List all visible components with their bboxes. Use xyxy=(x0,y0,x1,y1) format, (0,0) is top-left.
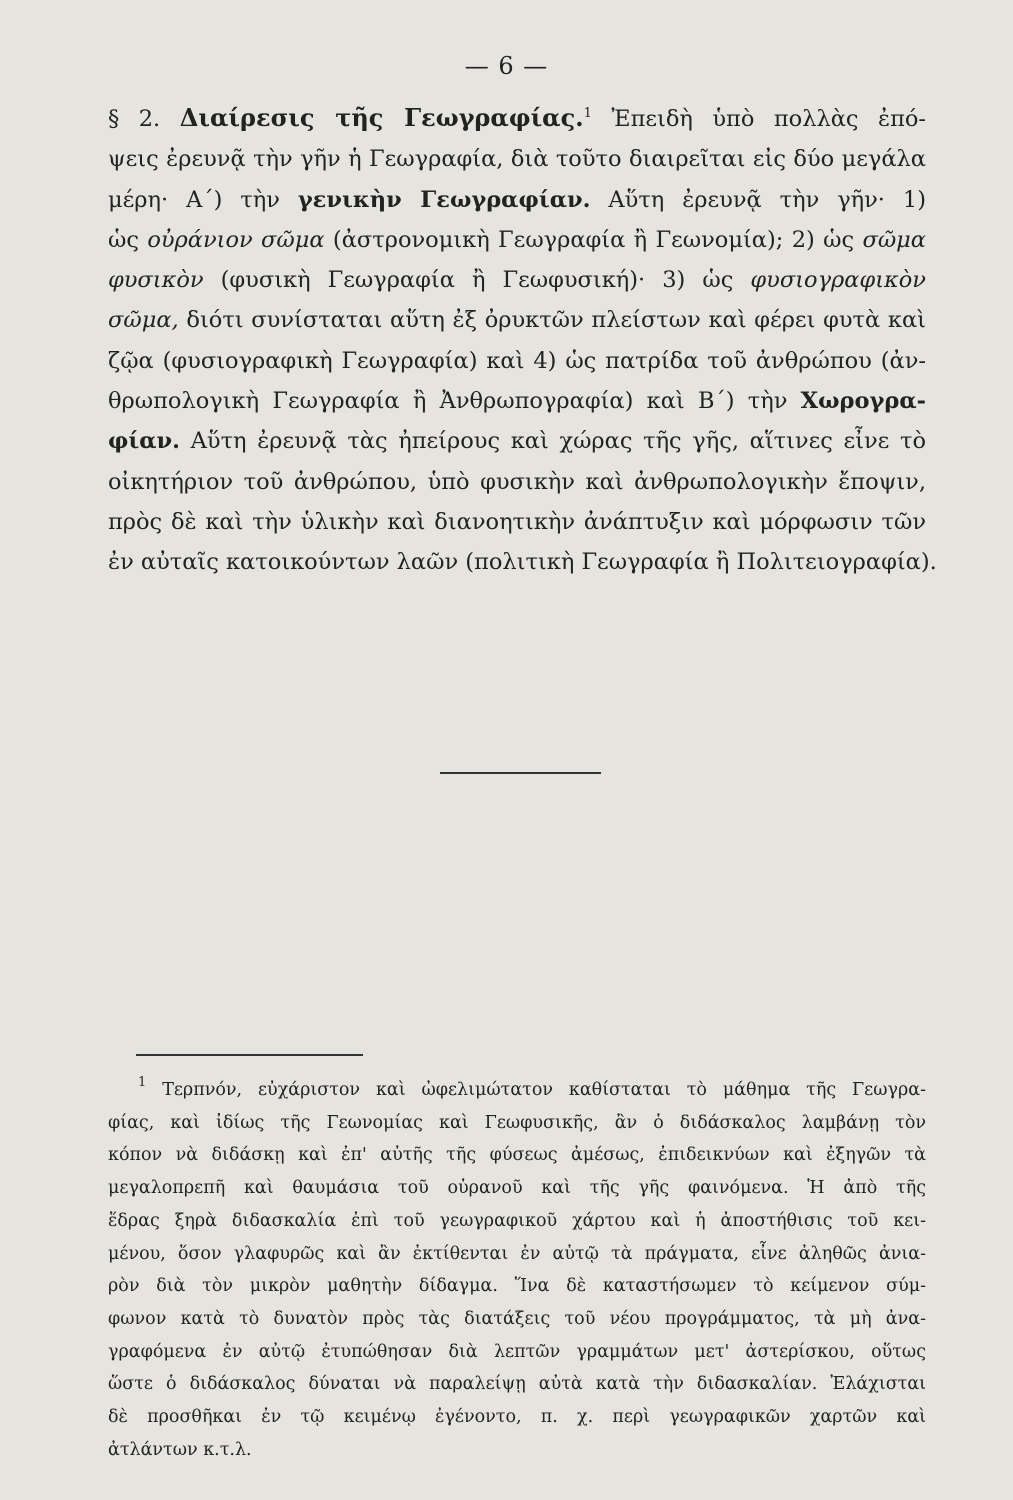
footnote-line: ἀτλάντων κ.τ.λ. xyxy=(108,1439,252,1460)
text-span: (φυσικὴ Γεωγραφία ἢ Γεωφυσική)· 3) ὡς xyxy=(203,267,751,294)
text-line xyxy=(108,98,926,139)
page-number: — 6 — xyxy=(464,52,549,80)
text-line xyxy=(108,300,926,340)
footnote-line: ἕδρας ξηρὰ διδασκαλία ἐπὶ τοῦ γεωγραφικοῦ χάρτου καὶ ἡ ἀποστήθισις τοῦ κει- xyxy=(108,1210,926,1231)
text-line xyxy=(108,139,926,179)
text-line xyxy=(108,180,926,220)
italic-term: σῶμα xyxy=(862,226,926,253)
main-text xyxy=(108,98,937,583)
text-line xyxy=(108,502,926,542)
italic-term: οὐράνιον σῶμα xyxy=(147,226,325,253)
text-span: Αὕτη ἐρευνᾷ τὰς ἠπείρους καὶ χώρας τῆς γῆς, αἵτινες εἶνε τὸ xyxy=(180,428,926,455)
text-span: οἰκητήριον τοῦ ἀνθρώπου, ὑπὸ φυσικὴν καὶ ἀνθρωπολογικὴν ἔποψιν, xyxy=(108,468,926,495)
footnote xyxy=(108,1074,926,1466)
text-span: Αὕτη ἐρευνᾷ τὴν γῆν· 1) xyxy=(590,186,926,213)
text-span: ζῷα (φυσιογραφικὴ Γεωγραφία) καὶ 4) ὡς πατρίδα τοῦ ἀνθρώπου (ἀν- xyxy=(108,347,926,374)
footnote-rule xyxy=(136,1054,363,1056)
text-span: (ἀστρονομικὴ Γεωγραφία ἢ Γεωνομία); 2) ὡς xyxy=(324,226,863,253)
footnote-line: δὲ προσθῆκαι ἐν τῷ κειμένῳ ἐγένοντο, π. χ. περὶ γεωγραφικῶν χαρτῶν καὶ xyxy=(108,1407,926,1428)
italic-term: φυσικὸν xyxy=(108,267,204,294)
text-line xyxy=(108,341,926,381)
footnote-line: μένου, ὅσον γλαφυρῶς καὶ ἂν ἐκτίθενται ἐν αὐτῷ τὰ πράγματα, εἶνε ἀληθῶς ἀνια- xyxy=(108,1243,926,1264)
bold-term: γενικὴν Γεωγραφίαν. xyxy=(297,186,591,213)
section-divider xyxy=(440,772,601,774)
text-line xyxy=(108,381,926,421)
text-line xyxy=(108,542,937,582)
footnote-line: κόπον νὰ διδάσκῃ καὶ ἐπ' αὐτῆς τῆς φύσεως ἀμέσως, ἐπιδεικνύων καὶ ἐξηγῶν τὰ xyxy=(108,1145,926,1166)
bold-term: φίαν. xyxy=(108,428,181,455)
text-span: μέρη· Α΄) τὴν xyxy=(108,186,298,213)
text-span: ψεις ἐρευνᾷ τὴν γῆν ἡ Γεωγραφία, διὰ τοῦτο διαιρεῖται εἰς δύο μεγάλα xyxy=(108,146,926,173)
text-line xyxy=(108,462,926,502)
footnote-marker: 1 xyxy=(138,1075,147,1090)
bold-term: Χωρογρα- xyxy=(800,388,926,415)
text-span: Τερπνόν, εὐχάριστον καὶ ὠφελιμώτατον καθίσταται τὸ μάθημα τῆς Γεωγρα- xyxy=(162,1080,926,1100)
section-mark: § 2. xyxy=(108,106,161,132)
footnote-line: φωνον κατὰ τὸ δυνατὸν πρὸς τὰς διατάξεις τοῦ νέου προγράμματος, τὰ μὴ ἀνα- xyxy=(108,1308,926,1329)
text-span: ὡς xyxy=(108,226,148,253)
text-line xyxy=(108,220,926,260)
italic-term: φυσιογραφικὸν xyxy=(750,267,926,294)
text-span: θρωπολογικὴ Γεωγραφία ἢ Ἀνθρωπογραφία) καὶ Β΄) τὴν xyxy=(108,388,801,415)
text-line xyxy=(108,260,926,300)
footnote-line: φίας, καὶ ἰδίως τῆς Γεωνομίας καὶ Γεωφυσικῆς, ἂν ὁ διδάσκαλος λαμβάνῃ τὸν xyxy=(108,1112,926,1133)
footnote-line: γραφόμενα ἐν αὐτῷ ἐτυπώθησαν διὰ λεπτῶν γραμμάτων μετ' ἀστερίσκου, οὕτως xyxy=(108,1341,926,1362)
text-line xyxy=(108,421,926,461)
footnote-reference: 1 xyxy=(583,106,592,121)
footnote-line: ὥστε ὁ διδάσκαλος δύναται νὰ παραλείψῃ αὐτὰ κατὰ τὴν διδασκαλίαν. Ἐλάχισται xyxy=(108,1374,926,1395)
footnote-line: ρὸν διὰ τὸν μικρὸν μαθητὴν δίδαγμα. Ἵνα δὲ καταστήσωμεν τὸ κείμενον σύμ- xyxy=(108,1276,926,1297)
footnote-line: μεγαλοπρεπῆ καὶ θαυμάσια τοῦ οὐρανοῦ καὶ τῆς γῆς φαινόμενα. Ἡ ἀπὸ τῆς xyxy=(108,1178,926,1199)
text-span: ἐν αὐταῖς κατοικούντων λαῶν (πολιτικὴ Γεωγραφία ἢ Πολιτειογραφία). xyxy=(108,549,937,576)
section-title: Διαίρεσις τῆς Γεωγραφίας. xyxy=(179,103,584,132)
text-span: Ἐπειδὴ ὑπὸ πολλὰς ἐπό- xyxy=(611,106,927,132)
italic-term: σῶμα, xyxy=(108,307,179,334)
text-span: πρὸς δὲ καὶ τὴν ὑλικὴν καὶ διανοητικὴν ἀνάπτυξιν καὶ μόρφωσιν τῶν xyxy=(108,508,926,535)
footnote-line xyxy=(108,1074,926,1107)
text-span: διότι συνίσταται αὕτη ἐξ ὀρυκτῶν πλείστων καὶ φέρει φυτὰ καὶ xyxy=(178,307,926,334)
